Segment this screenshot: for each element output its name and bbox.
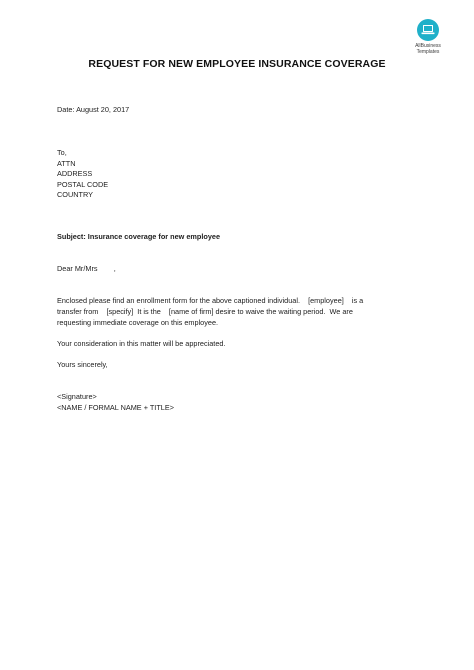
- document-title: REQUEST FOR NEW EMPLOYEE INSURANCE COVERAGE: [88, 58, 386, 70]
- body-paragraph-2: Your consideration in this matter will be appreciated.: [57, 339, 226, 348]
- name-title-placeholder: <NAME / FORMAL NAME + TITLE>: [57, 403, 174, 412]
- body-paragraph-1-line-3: requesting immediate coverage on this employee.: [57, 318, 219, 327]
- recipient-attn: ATTN: [57, 158, 76, 168]
- letter-salutation: Dear Mr/Mrs ,: [57, 264, 116, 273]
- body-paragraph-1-line-1: Enclosed please find an enrollment form for the above captioned individual. [employee] is a: [57, 296, 364, 305]
- recipient-country: COUNTRY: [57, 190, 93, 199]
- signature-placeholder: <Signature>: [57, 392, 97, 401]
- logo-text-line2: Templates: [416, 49, 440, 55]
- logo-text: [408, 43, 448, 55]
- letter-closing: Yours sincerely,: [57, 360, 108, 369]
- laptop-icon: [417, 19, 439, 41]
- recipient-postal-code: POSTAL CODE: [57, 179, 109, 189]
- recipient-to: To,: [57, 148, 67, 157]
- logo-text-line1: AllBusiness: [415, 43, 441, 49]
- recipient-address: ADDRESS: [57, 169, 93, 178]
- body-paragraph-1-line-2: transfer from [specify] It is the [name of firm] desire to waive the waiting period. We are: [57, 307, 353, 316]
- letter-subject: Subject: Insurance coverage for new employee: [57, 232, 221, 241]
- letter-date: Date: August 20, 2017: [57, 105, 130, 114]
- company-logo: [408, 19, 448, 55]
